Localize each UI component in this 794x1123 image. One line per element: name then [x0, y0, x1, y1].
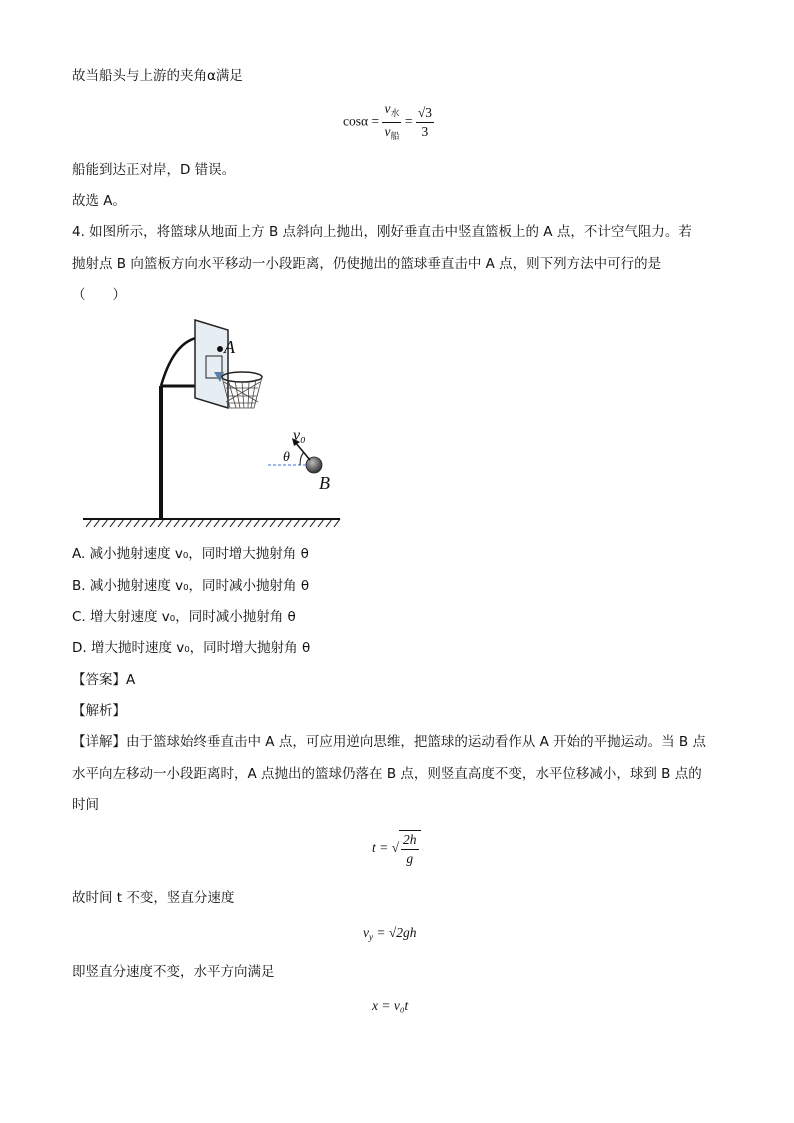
option-d: D. 增大抛时速度 v₀，同时增大抛射角 θ — [72, 640, 311, 656]
option-a: A. 减小抛射速度 v₀，同时增大抛射角 θ — [72, 546, 309, 562]
t-num: 2h — [401, 831, 419, 850]
question-4-line-2: 抛射点 B 向篮板方向水平移动一小段距离，仍使抛出的篮球垂直击中 A 点，则下列方法中可行的是 — [72, 256, 662, 272]
cos-rhs-num: √3 — [416, 104, 434, 123]
point-a-dot — [217, 346, 223, 352]
label-a: A — [224, 337, 235, 357]
t-den: g — [406, 851, 414, 866]
detail-line-1: 【详解】由于篮球始终垂直击中 A 点，可应用逆向思维，把篮球的运动看作从 A 开始的平抛运动。当 B 点 — [72, 734, 706, 750]
cos-rhs-den: 3 — [421, 124, 429, 139]
cos-num: v — [384, 101, 391, 116]
formula-cos-rhs — [416, 104, 434, 141]
detail-line-4: 故时间 t 不变，竖直分速度 — [72, 890, 235, 906]
vy-sub: y — [369, 932, 373, 942]
formula-vy — [363, 925, 417, 942]
vy-v: v — [363, 925, 369, 940]
formula-cos: cosα = $\frac{v_水}{v_船}$ = $\frac{√3}{3}$ — [343, 100, 434, 145]
formula-t-frac — [399, 830, 421, 868]
velocity-arrow — [295, 442, 310, 460]
hoop-brace — [161, 338, 196, 386]
question-4-line-1: 4. 如图所示，将篮球从地面上方 B 点斜向上抛出，刚好垂直击中竖直篮板上的 A 点，不计空气阻力。若 — [72, 224, 692, 240]
option-c: C. 增大射速度 v₀，同时减小抛射角 θ — [72, 609, 296, 625]
formula-cos-frac — [382, 100, 401, 145]
line-2: 船能到达正对岸，D 错误。 — [72, 162, 236, 178]
theta-arc — [300, 452, 304, 465]
line-1: 故当船头与上游的夹角α满足 — [72, 68, 243, 84]
detail-line-3: 时间 — [72, 797, 99, 813]
label-v0: v₀ — [293, 427, 306, 444]
ball-b — [306, 457, 322, 473]
analysis-heading: 【解析】 — [72, 703, 126, 719]
backboard — [195, 320, 228, 408]
formula-t-lhs: t = — [372, 840, 389, 856]
cos-den: v — [384, 124, 391, 139]
ground-hatching — [86, 519, 340, 527]
label-theta: θ — [283, 450, 290, 465]
formula-cos-lhs: cosα = — [343, 113, 380, 129]
cos-num-sub: 水 — [390, 108, 400, 118]
vy-rhs: = √2gh — [376, 925, 417, 940]
basketball-figure — [78, 316, 348, 531]
formula-x: x = v₀t — [372, 998, 409, 1013]
option-b: B. 减小抛射速度 v₀，同时减小抛射角 θ — [72, 578, 310, 594]
detail-line-5: 即竖直分速度不变，水平方向满足 — [72, 964, 275, 980]
line-3: 故选 A。 — [72, 193, 127, 209]
question-4-bracket: （ ） — [72, 287, 126, 303]
cos-den-sub: 船 — [390, 131, 400, 141]
label-b: B — [319, 473, 330, 493]
formula-t: t = √ $\frac{2h}{g}$ — [372, 830, 421, 868]
answer-line: 【答案】A — [72, 672, 136, 688]
detail-line-2: 水平向左移动一小段距离时，A 点抛出的篮球仍落在 B 点，则竖直高度不变，水平位移减小，球到 B 点的 — [72, 766, 702, 782]
